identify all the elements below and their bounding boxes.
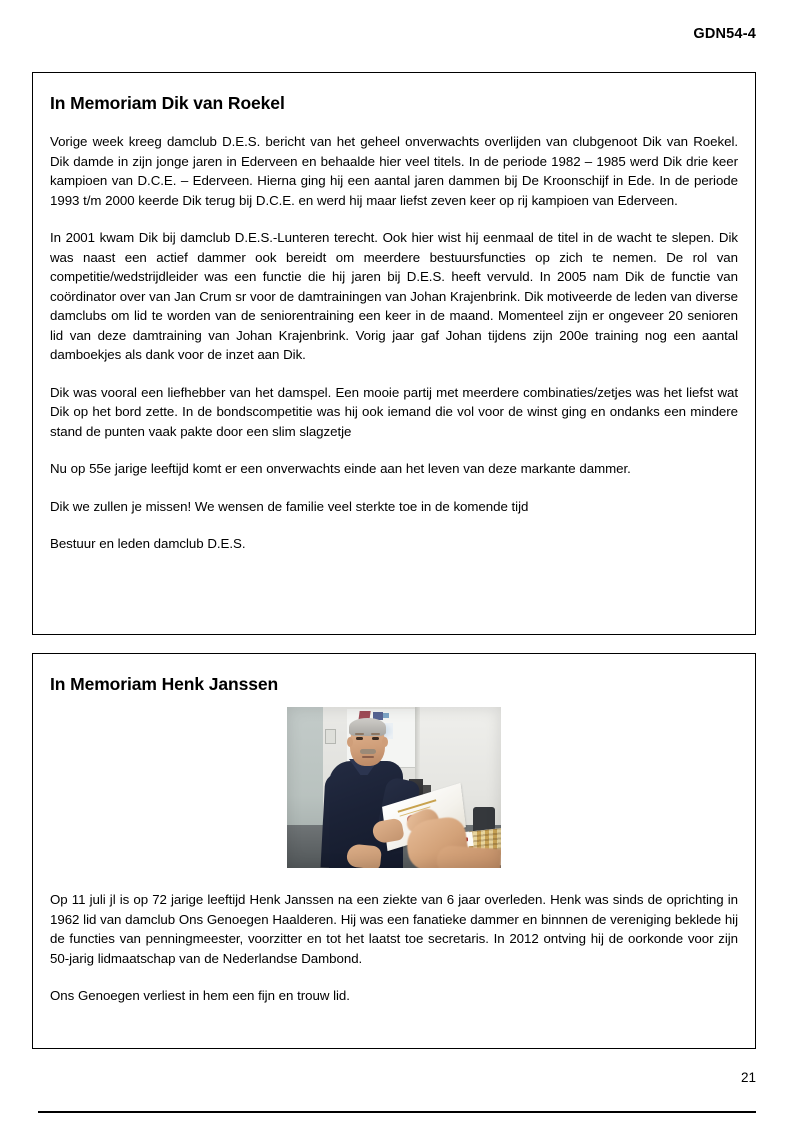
document-header-code: GDN54-4: [693, 26, 756, 42]
paragraph: Nu op 55e jarige leeftijd komt er een onverwachts einde aan het leven van deze markante dammer.: [50, 461, 631, 476]
paragraph-signature: Bestuur en leden damclub D.E.S.: [50, 536, 246, 551]
photo-foreground-arm: [436, 845, 501, 868]
paragraph: Dik was vooral een liefhebber van het damspel. Een mooie partij met meerdere combinaties/zetjes was het liefst wat Dik op het bord zette. In de bondscompetitie was hij ook iemand die vol voor de winst ging en ondanks een mindere stand de punten vaak pakte door een slim slagzetje: [50, 384, 738, 439]
photo-man-eyebrow: [371, 733, 380, 735]
photo-man-eye: [372, 737, 379, 740]
paragraph: Dik we zullen je missen! We wensen de familie veel sterkte toe in de komende tijd: [50, 498, 529, 514]
paragraph: Vorige week kreeg damclub D.E.S. bericht van het geheel onverwachts overlijden van clubgenoot Dik van Roekel. Dik damde in zijn jonge jaren in Ederveen en behaalde hier veel titels. In de periode 1982 – 1985 werd Dik drie keer kampioen van D.C.E. – Ederveen. Hierna ging hij een aantal jaren dammen bij De Kroonschijf in Ede. In de periode 1993 t/m 2000 keerde Dik terug bij D.C.E. en werd hij maar liefst zeven keer op rij kampioen van Ederveen.: [50, 134, 738, 208]
photo-light-switch: [325, 729, 336, 744]
section-content: [33, 654, 755, 1016]
paragraph: Ons Genoegen verliest in hem een fijn en trouw lid.: [50, 988, 350, 1003]
photo-man-eyebrow: [355, 733, 364, 735]
photo-man-mouth: [362, 756, 374, 758]
page-number: 21: [740, 1070, 756, 1085]
memoriam-section-dik-van-roekel: [32, 72, 756, 635]
paragraph: Op 11 juli jl is op 72 jarige leeftijd Henk Janssen na een ziekte van 6 jaar overleden. Henk was sinds de oprichting in 1962 lid van damclub Ons Genoegen Haalderen. Hij was een fanatieke dammer en binnnen de vereniging beklede hij de functies van penningmeester, voorzitter en tot het laatst toe secretaris. In 2012 ontving hij de oorkonde voor zijn 50-jarig lidmaatschap van de Nederlandse Dambond.: [50, 892, 738, 966]
photo-man-ear: [382, 737, 388, 747]
section-content: [33, 73, 755, 564]
section-title-dik-van-roekel: In Memoriam Dik van Roekel: [50, 93, 285, 113]
memoriam-section-henk-janssen: [32, 653, 756, 1049]
paragraph: In 2001 kwam Dik bij damclub D.E.S.-Lunteren terecht. Ook hier wist hij eenmaal de titel in de wacht te slepen. Dik was naast een actief dammer ook bereidt om meerdere bestuursfuncties op zich te nemen. De rol van competitie/wedstrijdleider was een functie die hij jaren bij D.E.S. heeft vervuld. In 2005 nam Dik de functie van coördinator over van Jan Crum sr voor de damtrainingen van Johan Krajenbrink. Dik motiveerde de leden van diverse damclubs om lid te worden van de seniorentraining een keer in de maand. Momenteel zijn er ongeveer 20 senioren lid van deze damtraining van Johan Krajenbrink. Vorig jaar gaf Johan tijdens zijn 200e training nog een aantal damboekjes als dank voor de inzet aan Dik.: [50, 230, 738, 362]
footer-rule: [38, 1111, 756, 1113]
photo-whiteboard-mark: [383, 713, 389, 718]
photo-man-eye: [356, 737, 363, 740]
photo-man-hand: [346, 843, 382, 868]
henk-janssen-photo: [287, 707, 501, 868]
photo-man-moustache: [360, 749, 376, 754]
section-title-henk-janssen: In Memoriam Henk Janssen: [50, 674, 279, 694]
photo-container: [50, 707, 738, 868]
photo-man-ear: [347, 737, 353, 747]
